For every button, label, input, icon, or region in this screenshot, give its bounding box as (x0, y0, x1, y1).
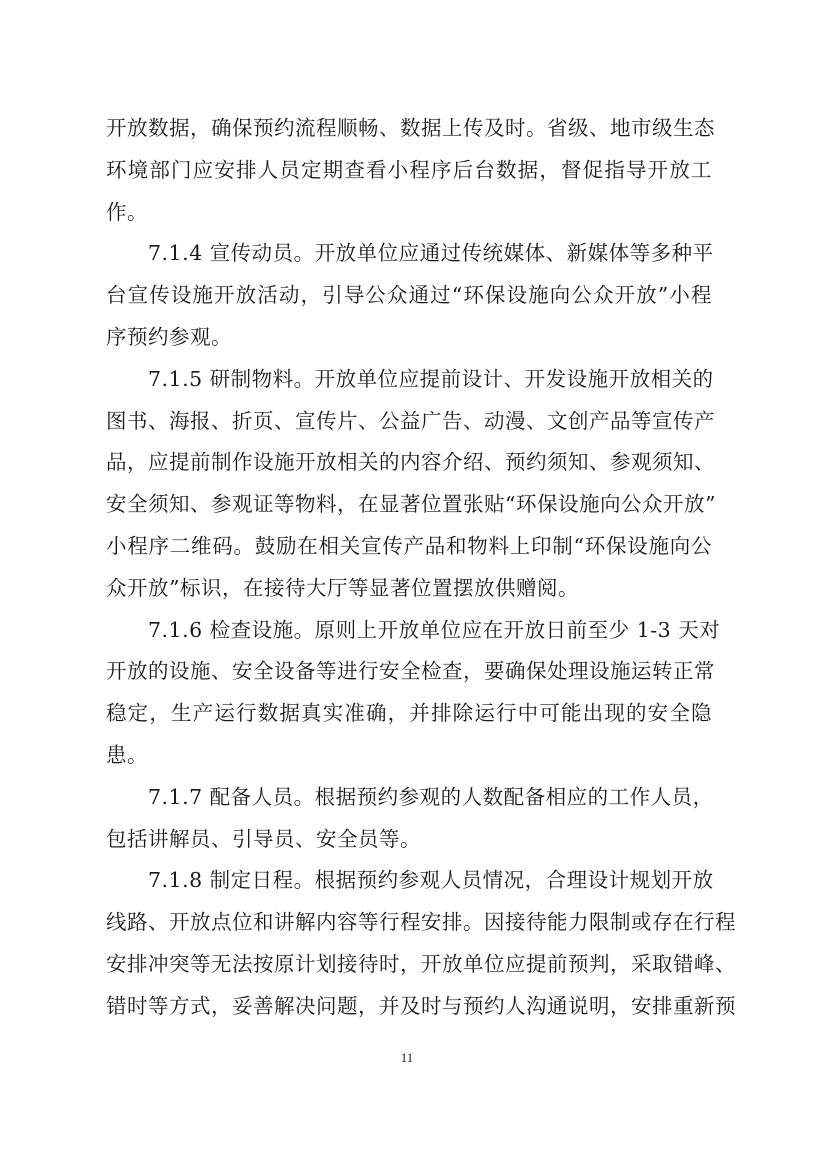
text-line: 安排冲突等无法按原计划接待时，开放单位应提前预判，采取错峰、 (106, 951, 736, 976)
text-line: 作。 (106, 199, 148, 224)
paragraph-7-1-5 (106, 359, 716, 610)
paragraph-7-1-4 (106, 233, 712, 358)
text-line: 开放的设施、安全设备等进行安全检查，要确保处理设施运转正常 (106, 659, 715, 684)
text-line: 错时等方式，妥善解决问题，并及时与预约人沟通说明，安排重新预 (106, 993, 736, 1018)
page-number: 11 (400, 1050, 414, 1065)
paragraph-7-1-8 (106, 860, 736, 1027)
text-line: 小程序二维码。鼓励在相关宣传产品和物料上印制“环保设施向公 (106, 533, 712, 558)
section-heading-line: 7.1.6 检查设施。原则上开放单位应在开放日前至少 1-3 天对 (148, 617, 721, 642)
paragraph-continuation (106, 108, 715, 233)
section-heading-line: 7.1.4 宣传动员。开放单位应通过传统媒体、新媒体等多种平 (148, 241, 714, 266)
text-line: 患。 (106, 742, 148, 767)
section-heading-line: 7.1.5 研制物料。开放单位应提前设计、开发设施开放相关的 (148, 366, 714, 391)
body-text (106, 108, 736, 1028)
text-line: 线路、开放点位和讲解内容等行程安排。因接待能力限制或存在行程 (106, 910, 736, 935)
text-line: 环境部门应安排人员定期查看小程序后台数据，督促指导开放工 (106, 157, 712, 182)
text-line: 开放数据，确保预约流程顺畅、数据上传及时。省级、地市级生态 (106, 116, 715, 140)
text-line: 图书、海报、折页、宣传片、公益广告、动漫、文创产品等宣传产 (106, 408, 715, 433)
text-line: 包括讲解员、引导员、安全员等。 (106, 826, 421, 851)
text-line: 众开放”标识，在接待大厅等显著位置摆放供赠阅。 (106, 575, 579, 600)
paragraph-7-1-6 (106, 610, 721, 777)
paragraph-7-1-7 (106, 777, 712, 861)
section-heading-line: 7.1.8 制定日程。根据预约参观人员情况，合理设计规划开放 (148, 868, 714, 893)
section-heading-line: 7.1.7 配备人员。根据预约参观的人数配备相应的工作人员， (148, 784, 714, 809)
text-line: 序预约参观。 (106, 324, 232, 349)
text-line: 安全须知、参观证等物料，在显著位置张贴“环保设施向公众开放” (106, 492, 716, 517)
text-line: 台宣传设施开放活动，引导公众通过“环保设施向公众开放”小程 (106, 283, 712, 308)
text-line: 稳定，生产运行数据真实准确，并排除运行中可能出现的安全隐 (106, 701, 712, 726)
text-line: 品，应提前制作设施开放相关的内容介绍、预约须知、参观须知、 (106, 450, 715, 475)
